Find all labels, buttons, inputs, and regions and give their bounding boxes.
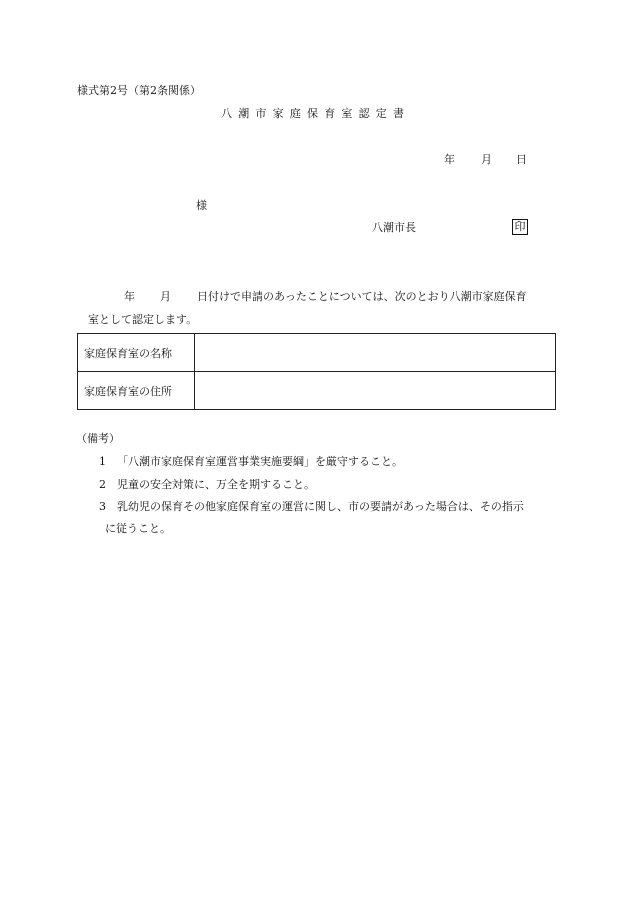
- seal-mark: 印: [512, 219, 528, 235]
- body-year-label: 年: [124, 290, 135, 303]
- date-month-label: 月: [481, 153, 492, 166]
- certification-table: [77, 333, 556, 410]
- table-row: [78, 372, 556, 410]
- note-number: 1: [99, 455, 106, 468]
- table-value-address: [195, 372, 556, 410]
- table-label-name: 家庭保育室の名称: [78, 334, 195, 372]
- body-month-label: 月: [160, 290, 171, 303]
- issuer-name: 八潮市長: [372, 221, 416, 234]
- note-number: 3: [99, 500, 106, 513]
- body-text-line1: 日付けで申請のあったことについては、次のとおり八潮市家庭保育: [197, 290, 527, 303]
- note-number: 2: [99, 478, 106, 491]
- body-text-line2: 室として認定します。: [88, 313, 198, 326]
- note-text: 「八潮市家庭保育室運営事業実施要綱」を厳守すること。: [117, 455, 403, 468]
- date-day-label: 日: [516, 153, 527, 166]
- date-year-label: 年: [444, 153, 455, 166]
- notes-heading: （備考）: [76, 432, 120, 445]
- form-number: 様式第2号（第2条関係）: [77, 84, 201, 97]
- addressee-suffix: 様: [196, 199, 207, 212]
- table-value-name: [195, 334, 556, 372]
- table-label-address: 家庭保育室の住所: [78, 372, 195, 410]
- table-row: [78, 334, 556, 372]
- note-text: 児童の安全対策に、万全を期すること。: [117, 478, 315, 491]
- document-title: 八潮市家庭保育室認定書: [221, 107, 411, 120]
- note-text-continuation: に従うこと。: [105, 522, 171, 535]
- note-text: 乳幼児の保育その他家庭保育室の運営に関し、市の要請があった場合は、その指示: [117, 500, 524, 513]
